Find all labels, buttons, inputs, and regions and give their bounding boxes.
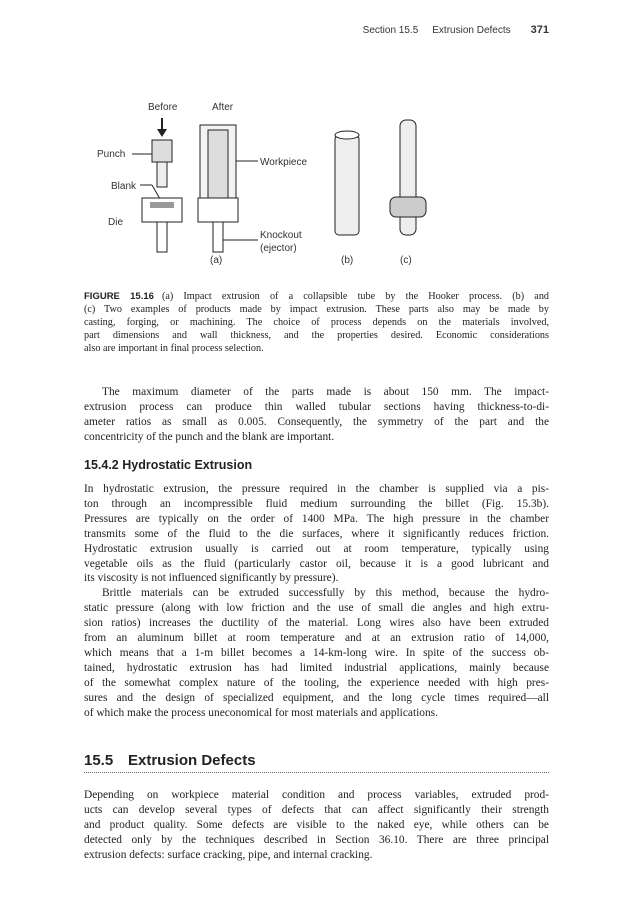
section-number: 15.5 xyxy=(84,752,114,769)
paragraph-line: Hydrostatic extrusion usually is carried out at room temperature, typically using xyxy=(84,542,549,555)
paragraph-line: from an aluminum billet at room temperature and at an extrusion ratio of 14,000, xyxy=(84,632,549,644)
knockout-pin xyxy=(213,222,223,252)
label-b: (b) xyxy=(341,255,354,266)
paragraph-line: extrusion defects: surface cracking, pipe, and internal cracking. xyxy=(84,849,373,861)
figure-label: FIGURE 15.16 xyxy=(84,291,154,302)
page-number: 371 xyxy=(530,24,549,36)
paragraph-line: which means that a 1-m billet becomes a 14-km-long wire. In spite of the success ob- xyxy=(84,646,549,659)
paragraph-line: static pressure (along with low friction and the use of small die angles and high extru- xyxy=(84,602,549,615)
paragraph-line: sion ratios) increases the ductility of the material. Long wires also have been extruded xyxy=(84,617,549,630)
section-heading: Extrusion Defects xyxy=(128,752,256,769)
running-header xyxy=(363,24,549,36)
label-punch: Punch xyxy=(97,149,126,160)
caption-line: casting, forging, or machining. The choice of process depends on the materials involved, xyxy=(84,317,549,328)
label-c: (c) xyxy=(400,255,412,266)
section-divider xyxy=(84,772,549,773)
blank-slug xyxy=(150,202,174,208)
caption-line: also are important in final process selection. xyxy=(84,343,264,354)
paragraph-line: tained, hydrostatic extrusion has had limited industrial applications, mainly because xyxy=(84,661,549,674)
label-workpiece: Workpiece xyxy=(260,157,308,168)
paragraph-line: sures and the design of specialized equipment, and the long cycle times required—all xyxy=(84,691,549,704)
paragraph-line: detected only by the techniques described in Section 36.10. There are three principal xyxy=(84,834,549,846)
arrow-head xyxy=(157,129,167,137)
paragraph-line: its viscosity is not influenced significantly by pressure). xyxy=(84,572,339,585)
paragraph-line: ucts can develop several types of defects that can affect significantly their strength xyxy=(84,804,549,816)
caption-line: (c) Two examples of products made by impact extrusion. These parts also may be made by xyxy=(84,304,549,315)
subsection-heading: 15.4.2 Hydrostatic Extrusion xyxy=(84,458,253,472)
paragraph-line: of the somewhat complex nature of the tooling, the experience needed with high pres- xyxy=(84,676,549,689)
paragraph-line: ameter ratios as small as 0.005. Consequently, the symmetry of the part and the xyxy=(84,416,549,428)
punch-head xyxy=(152,140,172,162)
label-before: Before xyxy=(148,102,178,113)
label-a: (a) xyxy=(210,255,223,266)
caption-line: part dimensions and wall thickness, and the properties desired. Economic considerations xyxy=(84,330,549,341)
label-die: Die xyxy=(108,217,124,228)
paragraph-line: and product quality. Some defects are visible to the naked eye, while others can be xyxy=(84,819,549,831)
die-block xyxy=(142,198,182,222)
paragraph-line: transmits some of the fluid to the die surfaces, where it significantly reduces friction. xyxy=(84,527,549,540)
paragraph-line: Brittle materials can be extruded successfully by this method, because the hydro- xyxy=(102,587,549,600)
paragraph-line: Pressures are typically on the order of 1400 MPa. The high pressure in the chamber xyxy=(84,512,549,525)
label-ejector: (ejector) xyxy=(260,243,297,254)
paragraph-line: extrusion process can produce thin walled tubular sections having thickness-to-di- xyxy=(84,401,549,413)
label-knockout: Knockout xyxy=(260,230,302,241)
paragraph-line: vegetable oils as the fluid (particularly castor oil, because it is a good lubricant and xyxy=(84,557,549,570)
paragraph-line: concentricity of the punch and the blank are important. xyxy=(84,431,335,443)
punch-stem xyxy=(157,162,167,187)
paragraph-line: The maximum diameter of the parts made is about 150 mm. The impact- xyxy=(102,386,549,398)
running-header-section: Section 15.5 xyxy=(362,25,419,36)
paragraph-line: of which make the process uneconomical for most materials and applications. xyxy=(84,706,438,719)
paragraph-line: Depending on workpiece material condition and process variables, extruded prod- xyxy=(84,789,549,801)
product-c xyxy=(400,120,416,235)
running-header-title: Extrusion Defects xyxy=(432,25,511,36)
caption-line xyxy=(84,290,549,303)
product-b xyxy=(335,135,359,235)
caption-text: (a) Impact extrusion of a collapsible tube by the Hooker process. (b) and xyxy=(161,291,550,302)
paragraph-line: In hydrostatic extrusion, the pressure required in the chamber is supplied via a pis- xyxy=(84,483,549,495)
figure-impact-extrusion xyxy=(0,85,636,275)
paragraph-line: ton through an incompressible fluid medium surrounding the billet (Fig. 15.3b). xyxy=(84,497,549,510)
label-blank: Blank xyxy=(111,181,137,192)
label-after: After xyxy=(212,102,234,113)
